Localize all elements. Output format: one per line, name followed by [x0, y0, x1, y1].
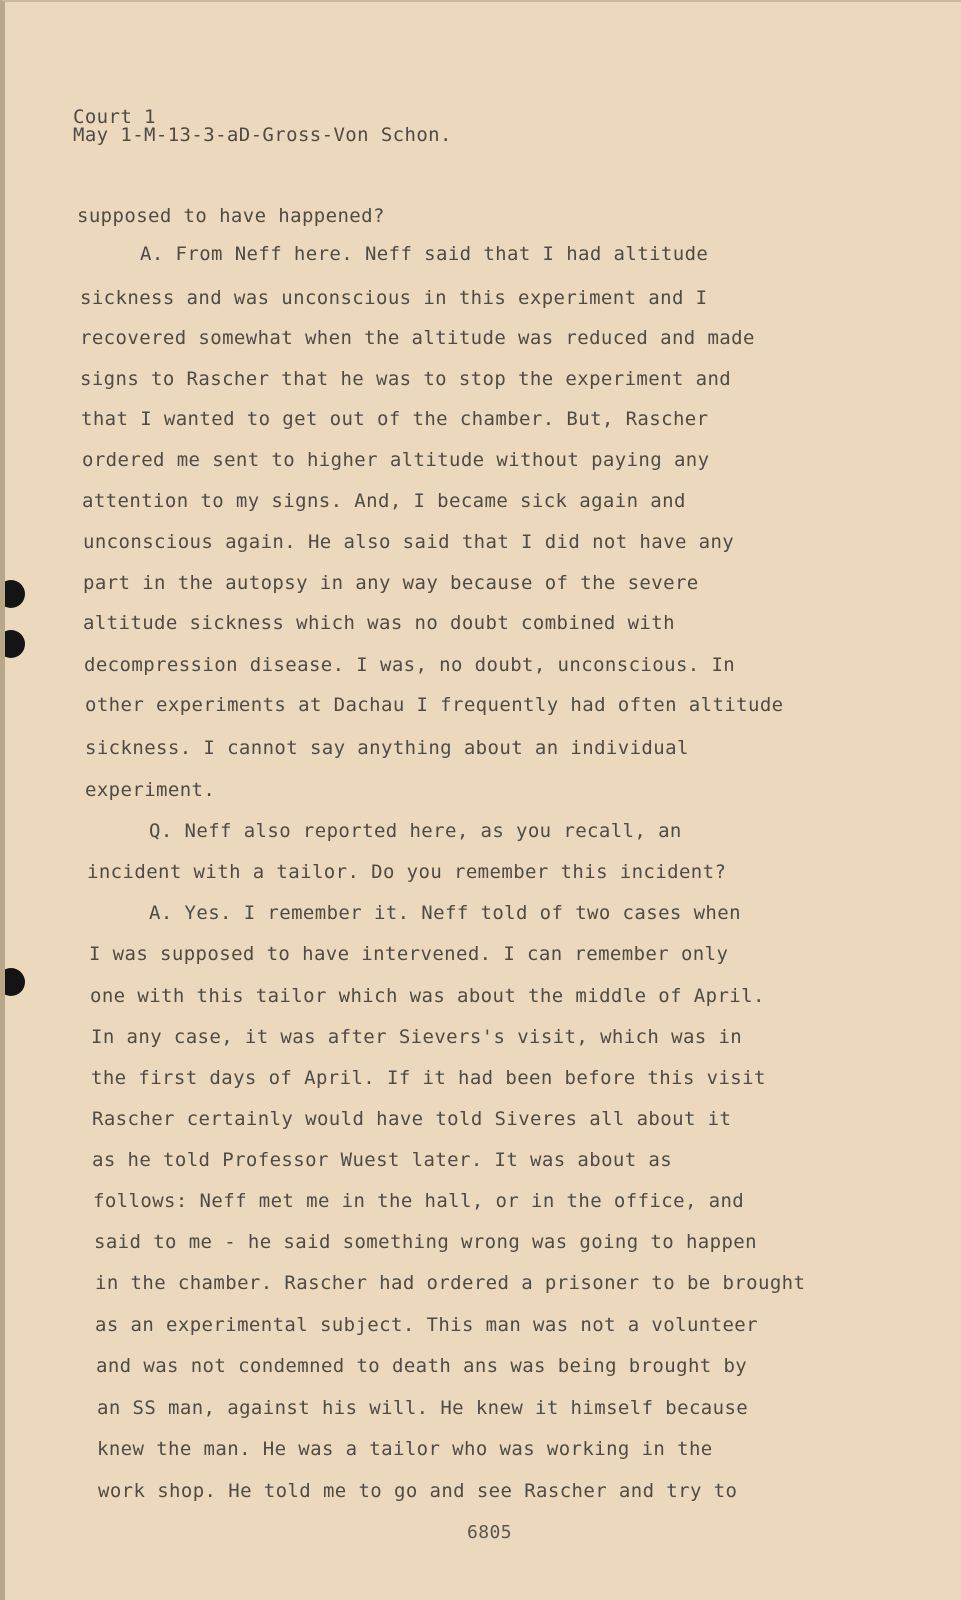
text-line: the first days of April. If it had been before this visit [91, 1067, 766, 1089]
binder-hole [0, 968, 25, 996]
text-line: as an experimental subject. This man was not a volunteer [95, 1314, 758, 1336]
binder-hole [0, 580, 25, 608]
text-line: and was not condemned to death ans was being brought by [96, 1355, 748, 1377]
text-line: decompression disease. I was, no doubt, unconscious. In [84, 654, 736, 676]
text-line: Rascher certainly would have told Siveres all about it [92, 1108, 732, 1130]
text-line: supposed to have happened? [77, 205, 385, 227]
text-line: an SS man, against his will. He knew it himself because [97, 1397, 749, 1419]
text-line: unconscious again. He also said that I did not have any [83, 531, 735, 553]
text-line: A. Yes. I remember it. Neff told of two cases when [149, 902, 741, 924]
text-line: said to me - he said something wrong was going to happen [94, 1231, 757, 1253]
text-line: one with this tailor which was about the middle of April. [90, 985, 765, 1007]
text-line: that I wanted to get out of the chamber. But, Rascher [81, 408, 709, 430]
text-line: experiment. [85, 779, 216, 801]
text-line: signs to Rascher that he was to stop the experiment and [80, 368, 732, 390]
text-line: follows: Neff met me in the hall, or in the office, and [93, 1190, 745, 1212]
text-line: as he told Professor Wuest later. It was about as [92, 1149, 673, 1171]
text-line: knew the man. He was a tailor who was working in the [97, 1438, 713, 1460]
header-court: Court 1 [73, 106, 156, 128]
text-line: other experiments at Dachau I frequently had often altitude [85, 694, 784, 716]
header-reference: May 1-M-13-3-aD-Gross-Von Schon. [73, 124, 452, 146]
text-line: I was supposed to have intervened. I can remember only [89, 943, 729, 965]
text-line: altitude sickness which was no doubt combined with [83, 612, 675, 634]
text-line: In any case, it was after Sievers's visit, which was in [91, 1026, 743, 1048]
text-line: recovered somewhat when the altitude was reduced and made [80, 327, 755, 349]
text-line: sickness. I cannot say anything about an individual [85, 737, 689, 759]
text-line: in the chamber. Rascher had ordered a prisoner to be brought [95, 1272, 806, 1294]
text-line: Q. Neff also reported here, as you recall, an [149, 820, 682, 842]
text-line: part in the autopsy in any way because of the severe [83, 572, 699, 594]
text-line: sickness and was unconscious in this experiment and I [80, 287, 708, 309]
page-number: 6805 [467, 1522, 512, 1543]
text-line: incident with a tailor. Do you remember this incident? [87, 861, 727, 883]
text-line: A. From Neff here. Neff said that I had altitude [140, 243, 709, 265]
text-line: work shop. He told me to go and see Rascher and try to [98, 1480, 738, 1502]
text-line: attention to my signs. And, I became sick again and [82, 490, 686, 512]
binder-hole [0, 630, 25, 658]
text-line: ordered me sent to higher altitude without paying any [82, 449, 710, 471]
